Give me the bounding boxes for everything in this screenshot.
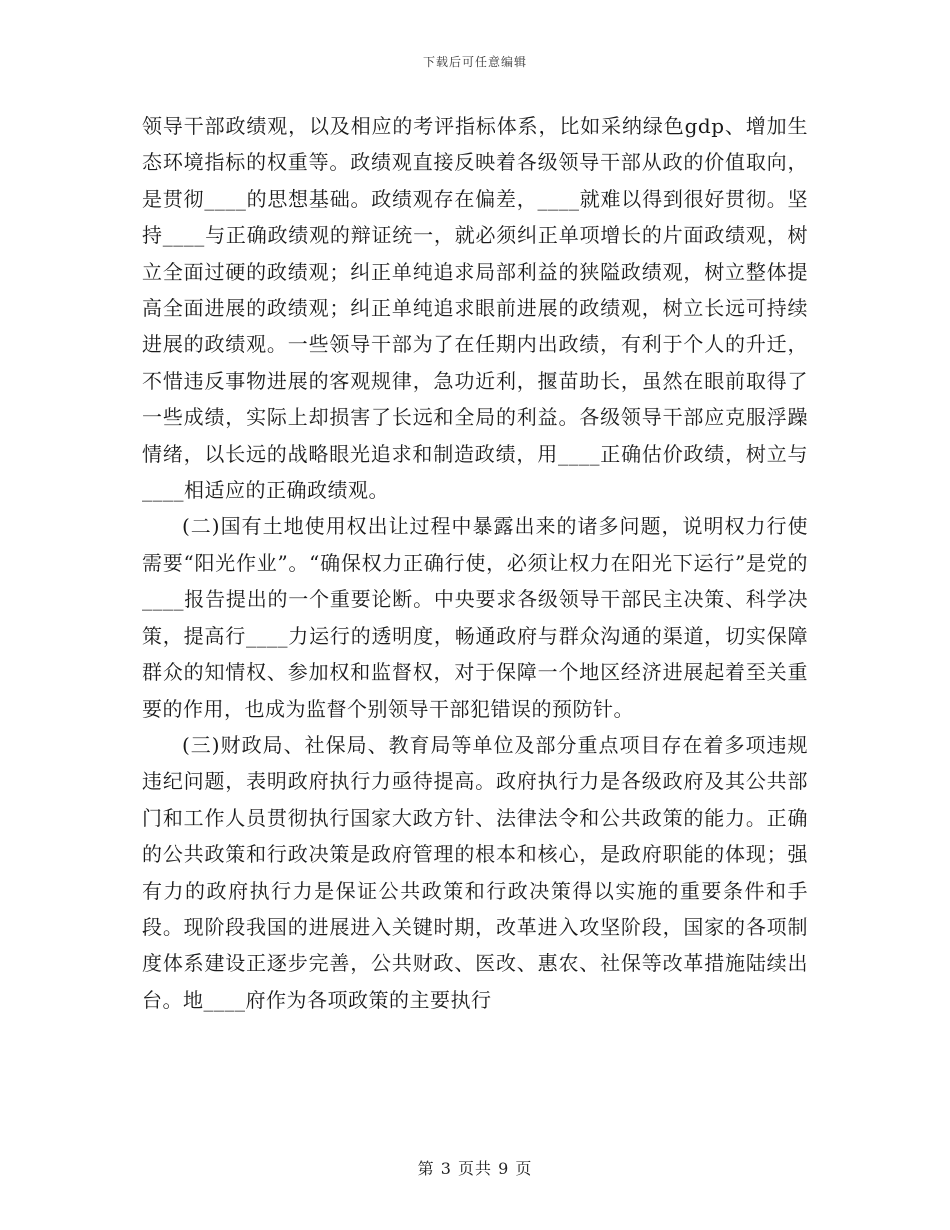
document-body — [142, 108, 808, 1018]
paragraph-3: (三)财政局、社保局、教育局等单位及部分重点项目存在着多项违规违纪问题，表明政府执行力亟待提高。政府执行力是各级政府及其公共部门和工作人员贯彻执行国家大政方针、法律法令和公共政策的能力。正确的公共政策和行政决策是政府管理的根本和核心，是政府职能的体现；强有力的政府执行力是保证公共政策和行政决策得以实施的重要条件和手段。现阶段我国的进展进入关键时期，改革进入攻坚阶段，国家的各项制度体系建设正逐步完善，公共财政、医改、惠农、社保等改革措施陆续出台。地____府作为各项政策的主要执行 — [142, 732, 808, 1012]
page-footer: 第 3 页共 9 页 — [417, 1159, 533, 1178]
paragraph-1: 领导干部政绩观，以及相应的考评指标体系，比如采纳绿色gdp、增加生态环境指标的权重等。政绩观直接反映着各级领导干部从政的价值取向，是贯彻____的思想基础。政绩观存在偏差，____就难以得到很好贯彻。坚持____与正确政绩观的辩证统一，就必须纠正单项增长的片面政绩观，树立全面过硬的政绩观；纠正单纯追求局部利益的狭隘政绩观，树立整体提高全面进展的政绩观；纠正单纯追求眼前进展的政绩观，树立长远可持续进展的政绩观。一些领导干部为了在任期内出政绩，有利于个人的升迁，不惜违反事物进展的客观规律，急功近利，揠苗助长，虽然在眼前取得了一些成绩，实际上却损害了长远和全局的利益。各级领导干部应克服浮躁情绪，以长远的战略眼光追求和制造政绩，用____正确估价政绩，树立与____相适应的正确政绩观。 — [142, 114, 808, 503]
paragraph-2: (二)国有土地使用权出让过程中暴露出来的诸多问题，说明权力行使需要“阳光作业”。“确保权力正确行使，必须让权力在阳光下运行”是党的____报告提出的一个重要论断。中央要求各级领导干部民主决策、科学决策，提高行____力运行的透明度，畅通政府与群众沟通的渠道，切实保障群众的知情权、参加权和监督权，对于保障一个地区经济进展起着至关重要的作用，也成为监督个别领导干部犯错误的预防针。 — [142, 514, 808, 721]
page-header: 下载后可任意编辑 — [422, 55, 527, 69]
